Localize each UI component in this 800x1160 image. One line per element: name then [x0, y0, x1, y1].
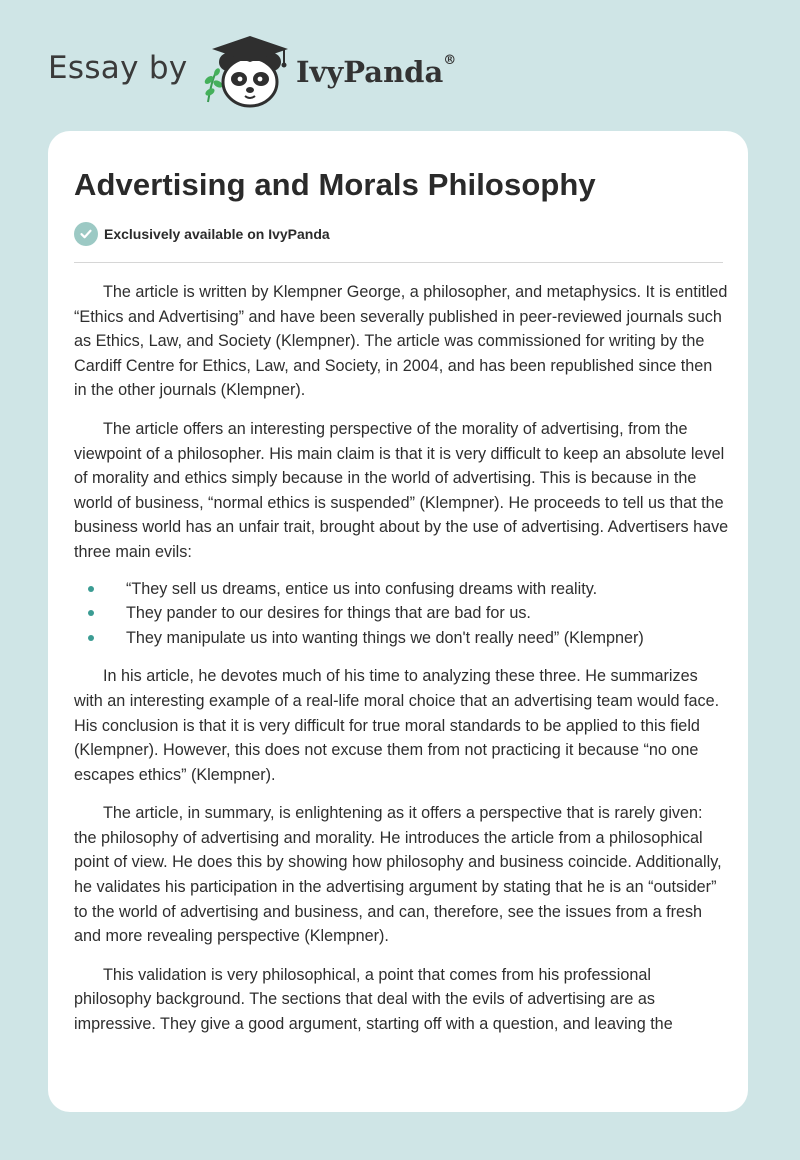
- list-item-text: They manipulate us into wanting things we don't really need” (Klempner): [126, 628, 644, 647]
- panda-graduate-logo: [200, 32, 296, 110]
- brand-text: IvyPanda: [296, 55, 444, 89]
- essay-by-label: Essay by: [48, 50, 188, 86]
- paragraph: In his article, he devotes much of his time to analyzing these three. He summarizes with an interesting example of a real-life moral choice that an advertising team would face. His conclusion is that it is very difficult for true moral standards to be applied to this field (Klempner). However, this does not excuse them from not practicing it because “no one escapes ethics” (Klempner).: [74, 667, 720, 784]
- brand-name: [296, 55, 456, 89]
- checkmark-icon: [74, 222, 98, 246]
- site-header: [0, 0, 800, 125]
- list-item: [74, 577, 729, 602]
- paragraph: This validation is very philosophical, a point that comes from his professional philosophy background. The sections that deal with the evils of advertising are as impressive. They give a good argument, starting off with a question, and leaving the: [74, 965, 673, 1034]
- page-title: Advertising and Morals Philosophy: [74, 167, 596, 202]
- list-item: [74, 601, 729, 626]
- essay-body: [74, 280, 729, 1051]
- registered-mark: ®: [443, 53, 457, 68]
- bullet-dot: [88, 610, 94, 616]
- evils-list: [74, 577, 729, 651]
- paragraph: The article, in summary, is enlightening as it offers a perspective that is rarely given: the philosophy of advertising and morality. He introduces the article from a philosophical point of view. He does this by showing how philosophy and business coincide. Additionally, he validates his participation in the advertising argument by stating that he is an “outsider” to the world of advertising and business, and can, therefore, see the issues from a fresh and more revealing perspective (Klempner).: [74, 804, 722, 946]
- list-item: [74, 626, 729, 651]
- exclusive-badge: [74, 221, 330, 247]
- list-item-text: “They sell us dreams, entice us into confusing dreams with reality.: [126, 579, 598, 598]
- list-item-text: They pander to our desires for things that are bad for us.: [126, 604, 531, 623]
- paragraph: The article is written by Klempner George, a philosopher, and metaphysics. It is entitled “Ethics and Advertising” and have been severally published in peer-reviewed journals such as Ethics, Law, and Society (Klempner). The article was commissioned for writing by the Cardiff Centre for Ethics, Law, and Society, in 2004, and has been republished since then in the other journals (Klempner).: [74, 283, 728, 400]
- exclusive-label: Exclusively available on IvyPanda: [104, 226, 330, 242]
- essay-card: [48, 131, 748, 1112]
- bullet-dot: [88, 635, 94, 641]
- bullet-dot: [88, 586, 94, 592]
- divider: [74, 262, 723, 263]
- paragraph: The article offers an interesting perspective of the morality of advertising, from the viewpoint of a philosopher. His main claim is that it is very difficult to keep an absolute level of morality and ethics simply because in the world of advertising. This is because in the world of business, “normal ethics is suspended” (Klempner). He proceeds to tell us that the business world has an unfair trait, brought about by the use of advertising. Advertisers have three main evils:: [74, 419, 729, 561]
